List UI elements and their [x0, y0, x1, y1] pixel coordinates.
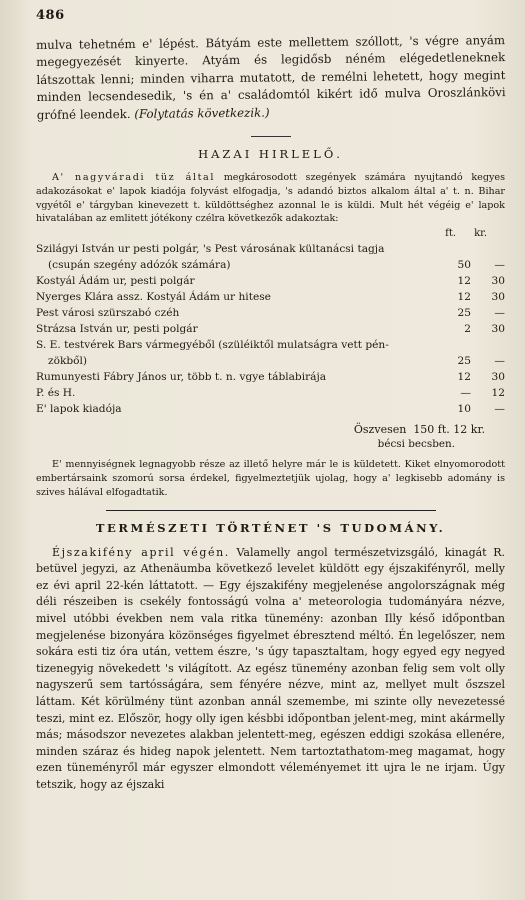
- donation-row: [36, 321, 505, 337]
- hirlelo-intro: [36, 171, 505, 226]
- donation-kr: —: [494, 259, 505, 272]
- donation-row: [36, 241, 505, 257]
- continuation-paragraph: [36, 32, 506, 124]
- col-ft: ft.: [445, 228, 457, 240]
- donation-row: [36, 273, 505, 289]
- donor-name: Nyerges Klára assz. Kostyál Ádám ur hitese: [36, 291, 271, 304]
- donations-column-header: [36, 228, 505, 239]
- donation-kr: —: [494, 355, 505, 368]
- donation-ft: 50: [457, 259, 471, 272]
- donor-name: S. E. testvérek Bars vármegyéből (szüléiktől mulatságra vett pén-: [36, 339, 389, 352]
- donor-name: E' lapok kiadója: [36, 403, 122, 416]
- donation-ft: 25: [457, 307, 471, 320]
- donation-row: [36, 257, 505, 273]
- donation-row: [36, 353, 505, 369]
- total-line: [36, 423, 505, 436]
- donation-row: [36, 305, 505, 321]
- total-label: Öszvesen: [353, 423, 407, 437]
- donor-name: Szilágyi István ur pesti polgár, 's Pest városának kültanácsi tagja: [36, 243, 385, 256]
- donor-name: zökből): [48, 355, 88, 368]
- donation-kr: 12: [491, 387, 505, 400]
- donation-kr: 30: [491, 323, 505, 336]
- donation-ft: 10: [457, 403, 471, 416]
- donation-ft: 25: [457, 355, 471, 368]
- donation-row: [36, 289, 505, 305]
- donation-ft: 12: [457, 371, 471, 384]
- donor-name: Pest városi szürszabó czéh: [36, 307, 180, 320]
- donation-kr: 30: [491, 291, 505, 304]
- donor-name: Rumunyesti Fábry János ur, több t. n. vgye táblabirája: [36, 371, 327, 384]
- donation-kr: —: [494, 307, 505, 320]
- donation-ft: —: [460, 387, 471, 400]
- continuation-text: mulva tehetném e' lépést. Bátyám este mellettem szóllott, 's végre anyám megegyezését kinyerte. Atyám és legidősb néném elégedetleneknek látszottak lenni; minden viharra mutatott, de remélni lehetett, hogy megint minden lecsendesedik, 's én a' családomtól kikért idő mulva Oroszlánkövi grófné leendek.: [36, 33, 506, 122]
- donor-name: P. és H.: [36, 387, 76, 400]
- donation-kr: 30: [491, 275, 505, 288]
- donation-kr: 30: [491, 371, 505, 384]
- divider-short: [251, 136, 291, 137]
- total-value: 150 ft. 12 kr.: [413, 423, 485, 437]
- hirlelo-intro-lead: A' nagyváradi tüz által: [52, 172, 216, 184]
- termeszeti-text: Valamelly angol természetvizsgáló, kinagát R. betüvel jegyzi, az Athenäumba következő levelet küldött egy éjszakifényről, melly ez évi april 22-kén láttatott. — Egy éjszakifény megjelenése angolországnak még déli részeiben is csekély fontosságú volna a' meteorologia tudományára nézve, mivel utóbbi években nem vala ritka tünemény: azonban Illy késő időpontban megjelenése bizonyára közönséges figyelmet ébresztend méltó. Én legelőszer, nem sokára esti tiz óra után, vettem észre, 's úgy tapasztaltam, hogy egyed egy negyed tizenegyig növekedett 's világított. Az egész tünemény azonban felig sem volt olly nagyszerű sem tartósságára, sem fényére nézve, mint az, mellyet mult őszszel láttam. Két körülmény tünt azonban annál szemembe, mi szinte olly nevezetessé teszi, mint ez. Először, hogy olly igen késbbi időpontban jelent-meg, mint akármelly más; másodszor nevezetes alakban jelentett-meg, egészen eddigi szokása ellenére, minden száraz és hideg napok jelentett. Nem tartoztathatom-meg magamat, hogy ezen tüneményről már egyszer elmondott véleményemet itt ujra le ne irjam. Úgy tetszik, hogy az éjszaki: [36, 545, 505, 791]
- to-be-continued: (Folytatás következik.): [134, 105, 270, 121]
- donations-list: [36, 228, 505, 417]
- divider-long: [106, 510, 436, 511]
- continuation-section: [36, 32, 506, 124]
- donor-name: Kostyál Ádám ur, pesti polgár: [36, 275, 195, 288]
- page-number: 486: [36, 8, 65, 23]
- donation-row: [36, 369, 505, 385]
- donation-row: [36, 337, 505, 353]
- col-kr: kr.: [474, 228, 487, 240]
- donation-kr: —: [494, 403, 505, 416]
- donation-row: [36, 401, 505, 417]
- donations-rows: [36, 241, 505, 417]
- donor-name: (csupán szegény adózók számára): [48, 259, 231, 272]
- hirlelo-heading: HAZAI HIRLELŐ.: [198, 147, 343, 162]
- hirlelo-intro-rest: megkárosodott szegények számára nyujtandó kegyes adakozásokat e' lapok kiadója folyvást elfogadja, 's adandó biztos alkalom által a' t. n. Bihar vgyétől e' tárgyban kinevezett t. küldöttséghez azonnal le is küldi. Mult hét végéig e' lapok hivatalában az emlitett jótékony czélra következők adakoztak:: [36, 172, 505, 225]
- donation-ft: 12: [457, 291, 471, 304]
- hirlelo-closing: E' mennyiségnek legnagyobb része az illető helyre már le is küldetett. Kiket elnyomorodott embertársaink szomorú sorsa érdekel, figyelmeztetjük ujolag, hogy a' legkisebb adomány is szives hálával elfogadtatik.: [36, 459, 505, 498]
- termeszeti-section: [36, 521, 505, 794]
- donor-name: Strázsa István ur, pesti polgár: [36, 323, 198, 336]
- currency-note: bécsi becsben.: [377, 438, 455, 451]
- donation-ft: 2: [464, 323, 471, 336]
- donation-ft: 12: [457, 275, 471, 288]
- termeszeti-body: [36, 545, 505, 794]
- termeszeti-lead: Éjszakifény april végén.: [52, 545, 230, 559]
- donation-row: [36, 385, 505, 401]
- termeszeti-heading: TERMÉSZETI TÖRTÉNET 'S TUDOMÁNY.: [95, 520, 446, 535]
